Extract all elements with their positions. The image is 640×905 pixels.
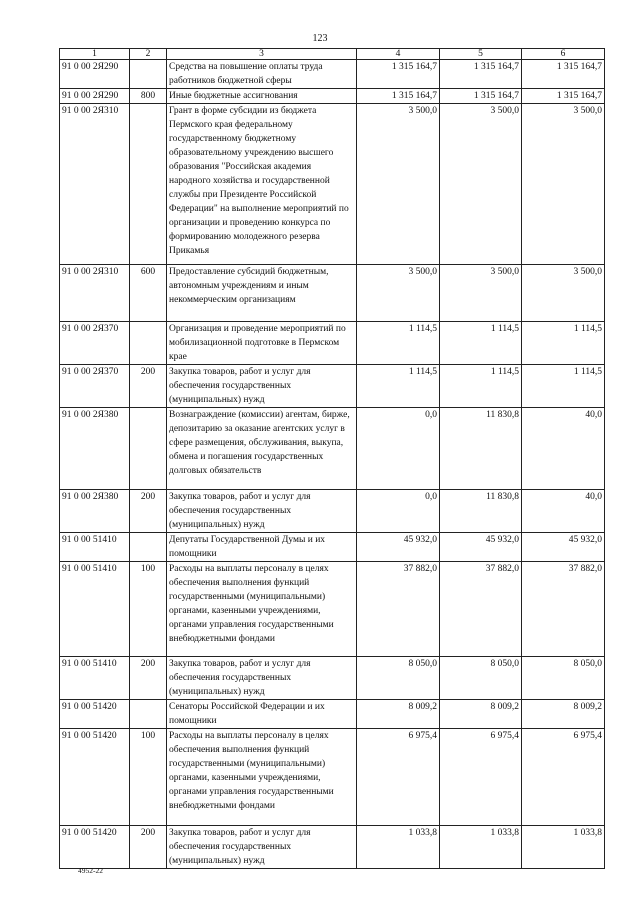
target-article-code: 91 0 00 2Я380	[60, 408, 130, 490]
table-row	[60, 490, 605, 533]
amount-col-4: 1 315 164,7	[357, 60, 440, 89]
target-article-code: 91 0 00 51410	[60, 562, 130, 657]
column-header: 1	[60, 49, 130, 60]
table-row	[60, 365, 605, 408]
amount-col-5: 6 975,4	[440, 729, 522, 826]
amount-col-5: 3 500,0	[440, 104, 522, 265]
amount-col-6: 3 500,0	[522, 104, 605, 265]
target-article-code: 91 0 00 51420	[60, 729, 130, 826]
amount-col-4: 1 114,5	[357, 365, 440, 408]
row-description: Средства на повышение оплаты труда работников бюджетной сферы	[167, 60, 357, 89]
amount-col-5: 1 033,8	[440, 826, 522, 869]
column-header: 5	[440, 49, 522, 60]
amount-col-6: 37 882,0	[522, 562, 605, 657]
column-header: 2	[130, 49, 167, 60]
amount-col-4: 8 050,0	[357, 657, 440, 700]
table-row	[60, 533, 605, 562]
expense-type-code: 200	[130, 826, 167, 869]
amount-col-6: 6 975,4	[522, 729, 605, 826]
target-article-code: 91 0 00 51420	[60, 700, 130, 729]
amount-col-5: 1 114,5	[440, 322, 522, 365]
amount-col-4: 1 033,8	[357, 826, 440, 869]
row-description: Закупка товаров, работ и услуг для обеспечения государственных (муниципальных) нужд	[167, 365, 357, 408]
row-description: Закупка товаров, работ и услуг для обеспечения государственных (муниципальных) нужд	[167, 826, 357, 869]
expense-type-code: 200	[130, 365, 167, 408]
amount-col-5: 45 932,0	[440, 533, 522, 562]
target-article-code: 91 0 00 51410	[60, 533, 130, 562]
row-description: Предоставление субсидий бюджетным, автономным учреждениям и иным некоммерческим организациям	[167, 265, 357, 322]
expense-type-code	[130, 700, 167, 729]
table-row	[60, 60, 605, 89]
amount-col-6: 8 050,0	[522, 657, 605, 700]
table-row	[60, 826, 605, 869]
amount-col-4: 1 315 164,7	[357, 89, 440, 104]
table-row	[60, 265, 605, 322]
amount-col-4: 0,0	[357, 490, 440, 533]
table-row	[60, 700, 605, 729]
amount-col-4: 3 500,0	[357, 104, 440, 265]
amount-col-4: 37 882,0	[357, 562, 440, 657]
amount-col-4: 0,0	[357, 408, 440, 490]
row-description: Депутаты Государственной Думы и их помощники	[167, 533, 357, 562]
table-row	[60, 322, 605, 365]
amount-col-6: 40,0	[522, 408, 605, 490]
column-header: 3	[167, 49, 357, 60]
expense-type-code: 600	[130, 265, 167, 322]
amount-col-6: 1 033,8	[522, 826, 605, 869]
amount-col-5: 37 882,0	[440, 562, 522, 657]
amount-col-5: 11 830,8	[440, 490, 522, 533]
expense-type-code	[130, 104, 167, 265]
target-article-code: 91 0 00 2Я290	[60, 89, 130, 104]
table-row	[60, 657, 605, 700]
expense-type-code	[130, 533, 167, 562]
target-article-code: 91 0 00 2Я370	[60, 322, 130, 365]
expense-type-code	[130, 60, 167, 89]
amount-col-6: 1 114,5	[522, 365, 605, 408]
row-description: Иные бюджетные ассигнования	[167, 89, 357, 104]
amount-col-5: 8 050,0	[440, 657, 522, 700]
target-article-code: 91 0 00 2Я290	[60, 60, 130, 89]
table-row	[60, 729, 605, 826]
page-number: 123	[312, 33, 328, 44]
expense-type-code: 100	[130, 729, 167, 826]
amount-col-6: 8 009,2	[522, 700, 605, 729]
amount-col-4: 45 932,0	[357, 533, 440, 562]
amount-col-6: 1 114,5	[522, 322, 605, 365]
table-row	[60, 104, 605, 265]
target-article-code: 91 0 00 2Я310	[60, 104, 130, 265]
table-row	[60, 89, 605, 104]
row-description: Вознаграждение (комиссии) агентам, бирже, депозитарию за оказание агентских услуг в сфере размещения, обслуживания, выкупа, обмена и погашения государственных долговых обязательств	[167, 408, 357, 490]
document-footer-code: 4952-22	[78, 866, 103, 875]
expense-type-code: 800	[130, 89, 167, 104]
amount-col-6: 3 500,0	[522, 265, 605, 322]
expense-type-code	[130, 408, 167, 490]
row-description: Расходы на выплаты персоналу в целях обеспечения выполнения функций государственными (муниципальными) органами, казенными учреждениями, органами управления государственными внебюджетными фондами	[167, 729, 357, 826]
amount-col-6: 1 315 164,7	[522, 89, 605, 104]
expense-type-code: 200	[130, 490, 167, 533]
amount-col-6: 45 932,0	[522, 533, 605, 562]
table-row	[60, 562, 605, 657]
column-header: 6	[522, 49, 605, 60]
amount-col-5: 1 114,5	[440, 365, 522, 408]
target-article-code: 91 0 00 2Я310	[60, 265, 130, 322]
budget-table	[59, 48, 605, 869]
row-description: Закупка товаров, работ и услуг для обеспечения государственных (муниципальных) нужд	[167, 490, 357, 533]
amount-col-4: 1 114,5	[357, 322, 440, 365]
amount-col-5: 1 315 164,7	[440, 60, 522, 89]
target-article-code: 91 0 00 2Я380	[60, 490, 130, 533]
amount-col-4: 6 975,4	[357, 729, 440, 826]
amount-col-5: 1 315 164,7	[440, 89, 522, 104]
row-description: Закупка товаров, работ и услуг для обеспечения государственных (муниципальных) нужд	[167, 657, 357, 700]
row-description: Грант в форме субсидии из бюджета Пермского края федеральному государственному бюджетному образовательному учреждению высшего образования "Российская академия народного хозяйства и государственной службы при Президенте Российской Федерации" на выполнение мероприятий по организации и проведению конкурса по формированию молодежного резерва Прикамья	[167, 104, 357, 265]
amount-col-4: 8 009,2	[357, 700, 440, 729]
amount-col-5: 3 500,0	[440, 265, 522, 322]
amount-col-6: 1 315 164,7	[522, 60, 605, 89]
amount-col-5: 8 009,2	[440, 700, 522, 729]
amount-col-4: 3 500,0	[357, 265, 440, 322]
expense-type-code: 200	[130, 657, 167, 700]
row-description: Сенаторы Российской Федерации и их помощники	[167, 700, 357, 729]
column-header: 4	[357, 49, 440, 60]
target-article-code: 91 0 00 2Я370	[60, 365, 130, 408]
target-article-code: 91 0 00 51420	[60, 826, 130, 869]
expense-type-code: 100	[130, 562, 167, 657]
target-article-code: 91 0 00 51410	[60, 657, 130, 700]
amount-col-6: 40,0	[522, 490, 605, 533]
expense-type-code	[130, 322, 167, 365]
row-description: Расходы на выплаты персоналу в целях обеспечения выполнения функций государственными (муниципальными) органами, казенными учреждениями, органами управления государственными внебюджетными фондами	[167, 562, 357, 657]
column-number-row	[60, 49, 605, 60]
amount-col-5: 11 830,8	[440, 408, 522, 490]
row-description: Организация и проведение мероприятий по мобилизационной подготовке в Пермском крае	[167, 322, 357, 365]
table-row	[60, 408, 605, 490]
